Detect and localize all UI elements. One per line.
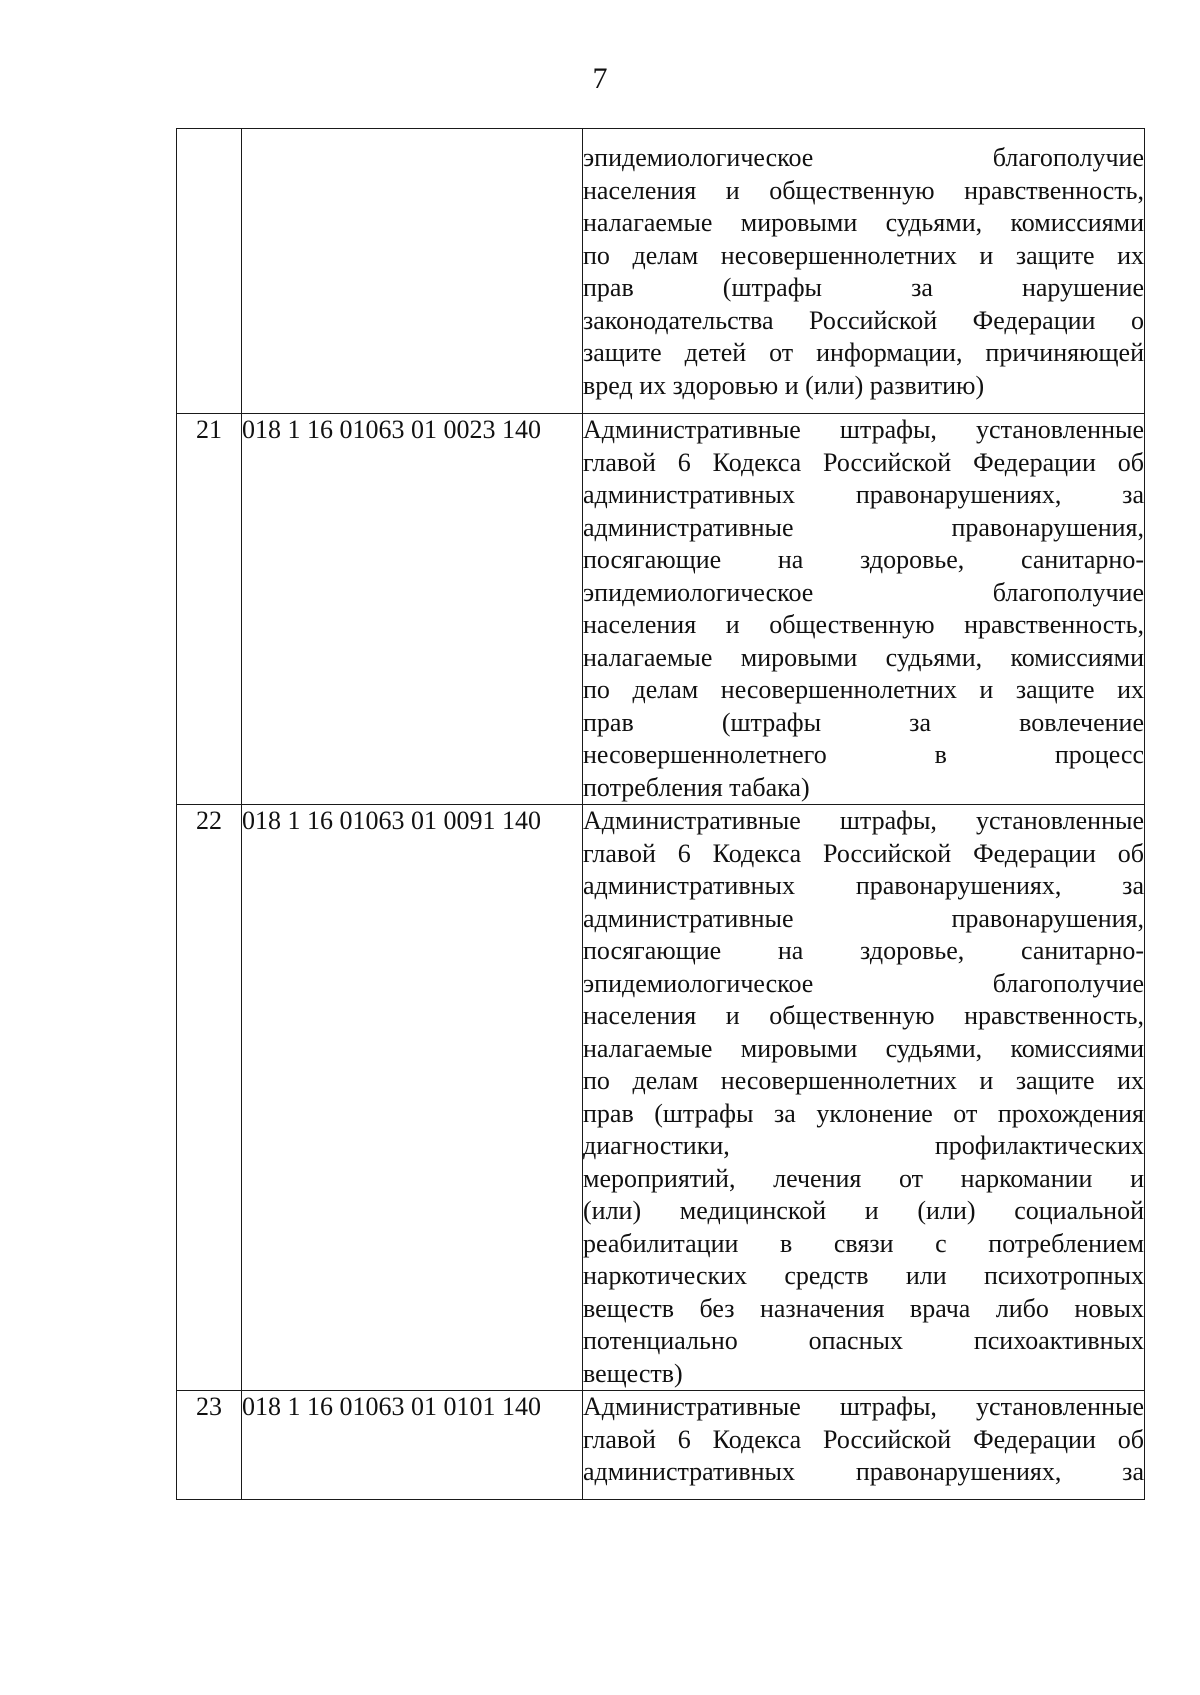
- classification-code: [242, 129, 583, 414]
- description-line: потенциально опасных психоактивных: [583, 1326, 1144, 1355]
- fines-table-body: [177, 129, 1145, 1500]
- description-line: главой 6 Кодекса Российской Федерации об: [583, 1424, 1144, 1454]
- description-line: Административные штрафы, установленные: [583, 1392, 1144, 1421]
- description-line: веществ без назначения врача либо новых: [583, 1293, 1144, 1323]
- description-line: посягающие на здоровье, санитарно-: [583, 545, 1144, 574]
- description-line: (или) медицинской и (или) социальной: [583, 1196, 1144, 1225]
- description-line: по делам несовершеннолетних и защите их: [583, 675, 1144, 704]
- description-line: вред их здоровью и (или) развитию): [583, 370, 985, 400]
- row-number: 22: [177, 805, 242, 1391]
- description-line: Административные штрафы, установленные: [583, 806, 1144, 835]
- table-row-22: [177, 805, 1145, 1391]
- description-line: административных правонарушениях, за: [583, 480, 1144, 509]
- table-row-21: [177, 414, 1145, 805]
- description-line: главой 6 Кодекса Российской Федерации об: [583, 838, 1144, 868]
- description-line: по делам несовершеннолетних и защите их: [583, 1066, 1144, 1095]
- description-line: главой 6 Кодекса Российской Федерации об: [583, 447, 1144, 477]
- description-line: веществ): [583, 1358, 683, 1388]
- classification-code: 018 1 16 01063 01 0091 140: [242, 805, 583, 1391]
- description-line: посягающие на здоровье, санитарно-: [583, 936, 1144, 965]
- description-line: реабилитации в связи с потреблением: [583, 1228, 1144, 1258]
- fine-description: [583, 805, 1145, 1391]
- fine-description: [583, 129, 1145, 414]
- description-line: эпидемиологическое благополучие: [583, 143, 1144, 172]
- row-number: 21: [177, 414, 242, 805]
- description-line: наркотических средств или психотропных: [583, 1261, 1144, 1290]
- description-line: административных правонарушениях, за: [583, 871, 1144, 900]
- description-line: населения и общественную нравственность,: [583, 1001, 1144, 1030]
- description-line: Административные штрафы, установленные: [583, 415, 1144, 444]
- classification-code: 018 1 16 01063 01 0023 140: [242, 414, 583, 805]
- description-line: административные правонарушения,: [583, 903, 1144, 933]
- description-line: эпидемиологическое благополучие: [583, 968, 1144, 998]
- description-line: диагностики, профилактических: [583, 1131, 1144, 1160]
- row-number: 23: [177, 1391, 242, 1500]
- description-line: по делам несовершеннолетних и защите их: [583, 240, 1144, 270]
- description-line: налагаемые мировыми судьями, комиссиями: [583, 642, 1144, 672]
- row-number: [177, 129, 242, 414]
- description-line: мероприятий, лечения от наркомании и: [583, 1163, 1144, 1193]
- description-line: прав (штрафы за уклонение от прохождения: [583, 1098, 1144, 1128]
- fine-description: [583, 414, 1145, 805]
- description-line: населения и общественную нравственность,: [583, 610, 1144, 639]
- fine-description: [583, 1391, 1145, 1500]
- description-line: несовершеннолетнего в процесс: [583, 740, 1144, 769]
- description-line: административных правонарушениях, за: [583, 1457, 1144, 1486]
- table-row-23: [177, 1391, 1145, 1500]
- description-line: потребления табака): [583, 772, 810, 802]
- description-line: административные правонарушения,: [583, 512, 1144, 542]
- description-line: защите детей от информации, причиняющей: [583, 338, 1144, 367]
- description-line: населения и общественную нравственность,: [583, 175, 1144, 205]
- fines-table: [176, 128, 1145, 1500]
- description-line: законодательства Российской Федерации о: [583, 305, 1144, 335]
- table-row-continuation: [177, 129, 1145, 414]
- classification-code: 018 1 16 01063 01 0101 140: [242, 1391, 583, 1500]
- page-number: 7: [592, 62, 608, 95]
- description-line: налагаемые мировыми судьями, комиссиями: [583, 1033, 1144, 1063]
- description-line: эпидемиологическое благополучие: [583, 577, 1144, 607]
- description-line: прав (штрафы за нарушение: [583, 273, 1144, 302]
- description-line: прав (штрафы за вовлечение: [583, 707, 1144, 737]
- description-line: налагаемые мировыми судьями, комиссиями: [583, 208, 1144, 237]
